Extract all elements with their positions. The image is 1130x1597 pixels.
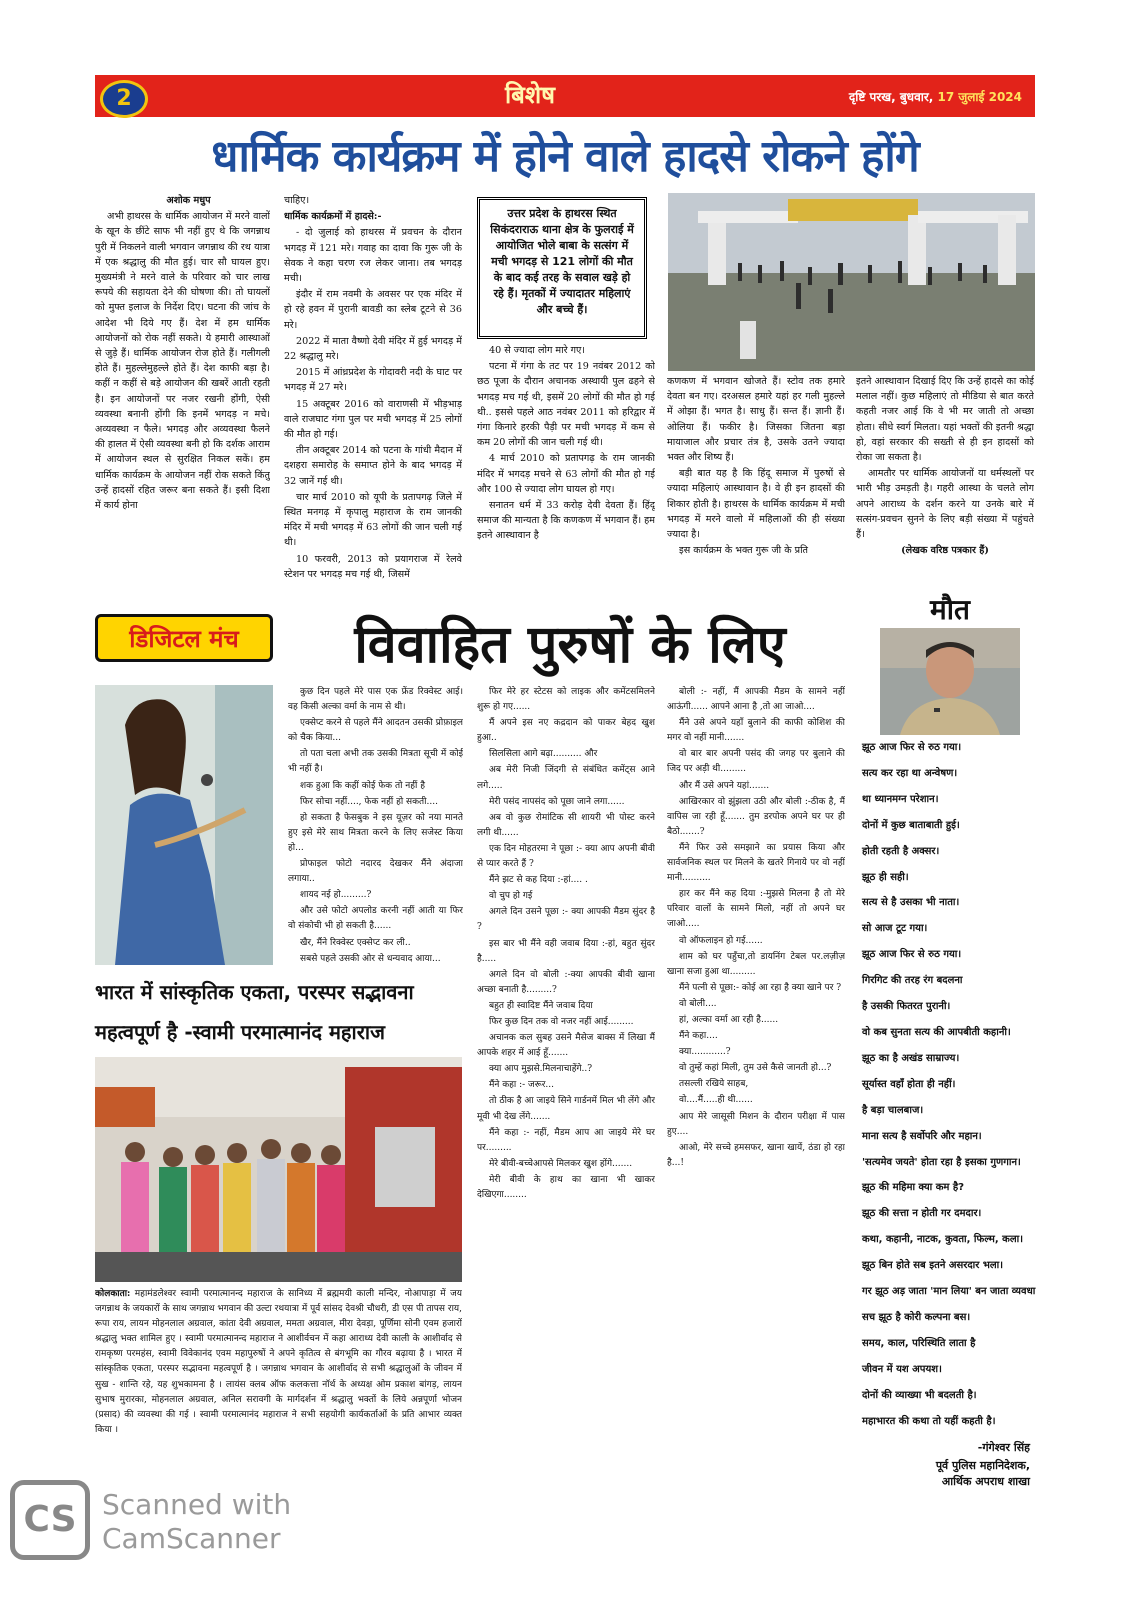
- poem-line: झूठ की सत्ता न होती गर दमदार।: [862, 1208, 982, 1220]
- digital-col3-line: वो बोली....: [679, 998, 717, 1009]
- digital-col2-line: मैंने झट से कह दिया :-हां.... .: [489, 875, 588, 886]
- digital-col3-line: आखिरकार वो झुंझला उठी और बोली :-ठीक है, मैं वापिस जा रही हूँ....... तुम डरपोक अपने घर पर ही बैठो.......?: [667, 796, 845, 837]
- lead-col2-para: चार मार्च 2010 को यूपी के प्रतापगढ़ जिले में स्थित मनगढ़ में कृपालु महाराज के राम जानकी मंदिर में मची भगदड़ में 63 लोगों की जान चली गई थी।: [284, 491, 462, 549]
- lead-col2-para: 2022 में माता वैष्णो देवी मंदिर में हुई भगदड़ में 22 श्रद्धालु मरे।: [284, 335, 462, 363]
- camscanner-line-2: CamScanner: [102, 1522, 281, 1555]
- poem-line: झूठ बिन होते सब इतने असरदार भला।: [862, 1260, 1004, 1272]
- digital-col2-line: अब मेरी निजी जिंदगी से संबंधित कमेंट्स आने लगे.....: [477, 765, 655, 791]
- digital-col3-line: मैंने कहा....: [679, 1031, 718, 1042]
- poem-line: दोनों की व्याख्या भी बदलती है।: [862, 1389, 977, 1401]
- digital-column-3: [667, 685, 845, 1210]
- lead-column-1: [95, 193, 270, 603]
- digital-col1-line: शायद नई हो.........?: [300, 890, 372, 901]
- digital-col1-line: कुछ दिन पहले मेरे पास एक फ्रेंड रिक्वेस्ट आई। वह किसी अल्का वर्मा के नाम से थी।: [288, 687, 463, 713]
- digital-col2-line: मैंने कहा :- नहीं, मैडम आप आ जाइये मेरे घर पर.........: [477, 1127, 655, 1153]
- lead-col3-para: पटना में गंगा के तट पर 19 नवंबर 2012 को छठ पूजा के दौरान अचानक अस्थायी पुल ढहने से भगदड़ मच गई थी, इसमें 20 लोगों की मौत हो गई थी.. इससे पहले आठ नवंबर 2011 को हरिद्वार में गंगा किनारे हरकी पैड़ी पर मची भगदड़ में कम से कम 20 लोगों की जान चली गई थी।: [477, 361, 655, 449]
- lead-col1-para: अभी हाथरस के धार्मिक आयोजन में मरने वालों के खून के छींटे साफ भी नहीं हुए थे कि जगन्नाथ पुरी में निकलने वाली भगवान जगन्नाथ की रथ यात्रा में एक श्रद्धालु की मौत हुई। चार सौ घायल हुए। मुख्यमंत्री ने मरने वाले के परिवार को चार लाख रूपये की सहायता देने की घोषणा की। तो घायलों को मुफ्त इलाज के निर्देश दिए। घटना की जांच के आदेश भी दिये गए हैं। देश में हम धार्मिक आयोजनों को रोक नहीं सकते। ये हमारी आस्थाओं से जुड़े हैं। धार्मिक आयोजन रोज होते हैं। गलीगली होते हैं। मुहल्लेमुहल्ले होते हैं। देश काफी बड़ा है। कहीं न कहीं से बड़े आयोजन की खबरें आती रहती है। इन आयोजनों पर नजर रखनी होंगी, ऐसी व्यवस्था बनानी होंगी कि इनमें भगदड़ न मचे। अव्यवस्था न फैले। भगदड़ और अव्यवस्था फैलने की हालत में ऐसी व्यवस्था बनी हो कि दर्शक आराम में आयोजन स्थल से सुरक्षित निकल सकें। हम धार्मिक कार्यक्रम के आयोजन नहीं रोक सकते किंतु उन्हें हादसों रहित जरूर बना सकते हैं। इसी दिशा में कार्य होना: [95, 211, 270, 512]
- digital-col1-line: प्रोफाइल फोटो नदारद देखकर मैंने अंदाजा लगाया..: [288, 859, 463, 885]
- digital-col2-line: क्या आप मुझसे.मिलनाचाहेंगे..?: [489, 1064, 593, 1075]
- dateline-prefix: दृष्टि परख, बुधवार,: [848, 90, 934, 104]
- digital-col1-line: हो सकता है फेसबुक ने इस यूज़र को नया मानते हुए इसे मेरे साथ मित्रता करने के लिए सजेस्ट किया हो...: [288, 812, 463, 853]
- poem-line: 'सत्यमेव जयते' होता रहा है इसका गुणगान।: [862, 1156, 1021, 1168]
- culture-story-headline: [95, 972, 465, 1052]
- digital-col3-line: हां, अल्का वर्मा आ रही है......: [679, 1014, 779, 1025]
- masthead-dateline: [849, 88, 1022, 105]
- digital-col2-line: सिलसिला आगे बढ़ा.......... और: [489, 749, 598, 760]
- digital-col2-line: वो चुप हो गई: [489, 891, 533, 902]
- poem-author-department: आर्थिक अपराध शाखा: [941, 1475, 1030, 1488]
- camscanner-logo: CS: [10, 1480, 90, 1560]
- culture-dateline: कोलकाता:: [95, 1289, 131, 1299]
- lead-col3-para: सनातन धर्म में 33 करोड़ देवी देवता हैं। हिंदू समाज की मान्यता है कि कणकण में भगवान हैं। हम इतने आस्थावान है: [477, 500, 655, 542]
- digital-col3-line: मैंने उसे अपने यहाँ बुलाने की काफी कोशिश की मगर वो नहीं मानी.......: [667, 718, 845, 744]
- digital-story-illustration: [95, 685, 273, 965]
- lead-col2-subhead: धार्मिक कार्यक्रमों में हादसे:-: [284, 211, 382, 223]
- digital-column-1: [288, 685, 463, 970]
- digital-col2-line: अब वो कुछ रोमांटिक सी शायरी भी पोस्ट करने लगी थी......: [477, 812, 655, 838]
- lead-byline: अशोक मधुप: [166, 195, 211, 206]
- lead-col3-para: 40 से ज्यादा लोग मारे गए।: [489, 345, 585, 356]
- poet-portrait-photo: [880, 628, 1020, 735]
- lead-col2-lead: चाहिए।: [284, 195, 310, 206]
- digital-col3-line: वो बार बार अपनी पसंद की जगह पर बुलाने की जिद पर अड़ी थी.........: [667, 749, 845, 775]
- dateline-date: 17 जुलाई 2024: [937, 90, 1022, 104]
- digital-col2-line: एक दिन मोहतरमा ने पूछा :- क्या आप अपनी बीवी से प्यार करते हैं ?: [477, 843, 655, 870]
- digital-col2-line: बहुत ही स्वादिष्ट मैंने जवाब दिया: [489, 1000, 593, 1011]
- digital-col3-line: और मैं उसे अपने यहां.......: [679, 780, 770, 791]
- poem-line: सच झूठ है कोरी कल्पना बस।: [862, 1311, 971, 1323]
- poem-line: झूठ का है अखंड साम्राज्य।: [862, 1052, 960, 1064]
- digital-col2-line: मेरे बीवी-बच्चेआपसे मिलकर खुश होंगे.......: [489, 1158, 633, 1169]
- digital-story-headline: विवाहित पुरुषों के लिए: [354, 615, 786, 675]
- poem-body: [862, 735, 1036, 1434]
- lead-author-note: (लेखक वरिष्ठ पत्रकार हैं): [901, 545, 989, 557]
- digital-col1-line: फिर सोचा नहीं...., फेक नहीं हो सकती....: [300, 796, 438, 807]
- digital-col3-line: वो तुम्हें कहां मिली, तुम उसे कैसे जानती हो...?: [679, 1063, 832, 1074]
- camscanner-line-1: Scanned with: [102, 1488, 292, 1521]
- digital-col2-line: तो ठीक है आ जाइये सिने गार्डनमें मिल भी लेंगे और मूवी भी देख लेंगे.......: [477, 1096, 655, 1122]
- digital-col3-line: तसल्ली रखिये साहब,: [679, 1079, 749, 1090]
- digital-col2-line: अगले दिन उसने पूछा :- क्या आपकी मैडम सुंदर है ?: [477, 907, 655, 933]
- digital-col3-line: हार कर मैंने कह दिया :-मुझसे मिलना है तो मेरे परिवार वालों के सामने मिलो, नहीं तो अपने घर जाओ.....: [667, 889, 845, 930]
- digital-col3-line: बोली :- नहीं, मैं आपकी मैडम के सामने नहीं आऊंगी...... आपने आना है ,तो आ जाओ....: [667, 687, 845, 713]
- poem-line: सूर्यास्त वहाँ होता ही नहीं।: [862, 1078, 956, 1090]
- hathras-stampede-photo: [668, 193, 1035, 371]
- digital-col1-line: सबसे पहले उसकी ओर से धन्यवाद आया...: [300, 953, 441, 964]
- digital-col3-line: वो....मैं.....ही थी......: [679, 1095, 753, 1106]
- lead-callout-box: उत्तर प्रदेश के हाथरस स्थित सिकंदराराऊ थाना क्षेत्र के फुलराई में आयोजित भोले बाबा के सत्संग में मची भगदड़ से 121 लोगों की मौत के बाद कई तरह के सवाल खड़े हो रहे हैं। मृतकों में ज्यादातर महिलाएं और बच्चे हैं।: [477, 197, 647, 339]
- digital-col2-line: फिर कुछ दिन तक वो नजर नहीं आई.........: [489, 1016, 634, 1027]
- poem-title: मौत: [930, 593, 970, 626]
- poem-line: गर झूठ अड़ जाता 'मान लिया' बन जाता व्यवधा: [862, 1286, 1036, 1298]
- lead-col5-para: इतने आस्थावान दिखाई दिए कि उन्हें हादसे का कोई मलाल नहीं। कुछ महिलाएं तो मीडिया से बात करते कहती नजर आई कि वे भी मर जाती तो अच्छा होता। सीधे स्वर्ग मिलता। यहां भक्तों की इतनी श्रद्धा हो, वहां सरकार की सख्ती से ही इन हादसों को रोका जा सकता है।: [856, 376, 1034, 464]
- lead-headline: धार्मिक कार्यक्रम में होने वाले हादसे रोकने होंगे: [211, 131, 919, 182]
- digital-col1-line: खैर, मैंने रिक्वेस्ट एक्सेप्ट कर ली..: [300, 937, 411, 948]
- poem-line: झूठ आज फिर से रुठ गया।: [862, 949, 962, 961]
- digital-col3-line: मैंने फिर उसे समझाने का प्रयास किया और सार्वजनिक स्थल पर मिलने के खतरे गिनाये पर वो नहीं मानी..........: [667, 842, 845, 884]
- lead-col2-para: तीन अक्टूबर 2014 को पटना के गांधी मैदान में दशहरा समारोह के समाप्त होने के बाद भगदड़ में 32 जानें गई थी।: [284, 445, 462, 487]
- page-number: 2: [100, 80, 148, 118]
- culture-story-body: [95, 1287, 462, 1492]
- digital-col1-line: शक हुआ कि कहीं कोई फेक तो नहीं है: [300, 780, 426, 791]
- digital-col2-line: मैं अपने इस नए कद्रदान को पाकर बेहद खुश हुआ..: [477, 718, 655, 744]
- digital-col3-line: क्या............?: [679, 1047, 731, 1058]
- poem-line: झूठ आज फिर से रुठ गया।: [862, 742, 962, 753]
- culture-headline-line-1: भारत में सांस्कृतिक एकता, परस्पर सद्भावना: [95, 980, 414, 1004]
- digital-col1-line: तो पता चला अभी तक उसकी मित्रता सूची में कोई भी नहीं है।: [288, 749, 463, 775]
- digital-col2-line: मैंने कहा :- जरूर...: [489, 1080, 554, 1091]
- poem-line: माना सत्य है सर्वोपरि और महान।: [862, 1130, 982, 1142]
- digital-col2-line: अचानक कल सुबह उसने मैसेज बाक्स में लिखा मैं आपके शहर में आई हूँ.......: [477, 1033, 655, 1059]
- lead-column-5: [856, 374, 1034, 574]
- poem-line: समय, काल, परिस्थिति लाता है: [862, 1337, 976, 1349]
- digital-col1-line: एक्सेप्ट करने से पहले मैंने आदतन उसकी प्रोफ़ाइल को चैक किया...: [288, 718, 463, 744]
- digital-col2-line: मेरी पसंद नापसंद को पूछा जाने लगा......: [489, 796, 625, 807]
- lead-col2-para: इंदौर में राम नवमी के अवसर पर एक मंदिर में हो रहे हवन में पुरानी बावडी का स्लेब टूटने से 36 मरे।: [284, 289, 462, 331]
- poem-line: सो आज टूट गया।: [862, 923, 928, 935]
- digital-col3-line: वो ऑफलाइन हो गई......: [679, 935, 763, 946]
- digital-col2-line: अगले दिन वो बोली :-क्या आपकी बीवी खाना अच्छा बनाती है.........?: [477, 969, 655, 995]
- digital-col3-line: आओ, मेरे सच्चे हमसफर, खाना खायें, ठंडा हो रहा है...!: [667, 1142, 845, 1168]
- poem-line: था ध्यानमग्न परेशान।: [862, 793, 939, 805]
- digital-manch-badge: डिजिटल मंच: [95, 614, 273, 662]
- culture-body-text: महामंडलेश्वर स्वामी परमात्मानन्द महाराज के सानिध्य में ब्रह्ममयी काली मन्दिर, नोआपाड़ा में जय जगन्नाथ के जयकारों के साथ जगन्नाथ भगवान की उल्टा रथयात्रा में पूर्व सांसद देवश्री चौधरी, डी एस पी तापस राय, रूपा राय, लायन मोहनलाल अग्रवाल, कांता देवी अग्रवाल, ममता अग्रवाल, मीरा देवड़ा, पूर्णिमा सोनी एवम हजारों श्रद्धालु भक्त शामिल हुए । स्वामी परमात्मानन्द महाराज ने आशीर्वचन में कहा आराध्य देवी काली के आशीर्वाद से रामकृष्ण परमहंस, स्वामी विवेकानंद एवम महापुरुषों ने अपने कृतित्व से बंगभूमि का गौरव बढ़ाया है । भारत में सांस्कृतिक एकता, परस्पर सद्भावना महत्वपूर्ण है । जगन्नाथ भगवान के आशीर्वाद से सभी श्रद्धालुओं के जीवन में सुख - शान्ति रहे, यह शुभकामना है । लायंस क्लब ऑफ कलकत्ता नॉर्थ के अध्यक्ष ओम प्रकाश बांगड़, लायन सुभाष मुरारका, मोहनलाल अग्रवाल, अनिल सरावगी के मार्गदर्शन में श्रद्धालु भक्तों के लिये अन्नपूर्णा भोजन (प्रसाद) की व्यवस्था की गई । स्वामी परमात्मानंद महाराज ने सभी सहयोगी कार्यकर्ताओं के प्रति आभार व्यक्त किया ।: [95, 1289, 462, 1435]
- poem-author-designation: पूर्व पुलिस महानिदेशक,: [935, 1459, 1030, 1472]
- poem-line: सत्य से है उसका भी नाता।: [862, 897, 960, 909]
- poem-line: महाभारत की कथा तो यहीं कहती है।: [862, 1415, 996, 1427]
- rath-yatra-photo: [95, 1057, 462, 1282]
- digital-col2-line: फिर मेरे हर स्टेटस को लाइक और कमेंटसमिलने शुरू हो गए......: [477, 687, 655, 713]
- poem-line: गिरगिट की तरह रंग बदलना: [862, 975, 963, 987]
- lead-col5-para: आमतौर पर धार्मिक आयोजनों या धर्मस्थलों पर भारी भीड़ उमड़ती है। गहरी आस्था के चलते लोग अपने आराध्य के दर्शन करने या उनके बारे में सत्संग-प्रवचन सुनने के लिए बड़ी संख्या में पहुंचते हैं।: [856, 468, 1034, 541]
- digital-col3-line: आप मेरे जासूसी मिशन के दौरान परीक्षा में पास हुए....: [667, 1111, 845, 1137]
- poem-line: कथा, कहानी, नाटक, कुवता, फिल्म, कला।: [862, 1234, 1023, 1246]
- digital-col2-line: इस बार भी मैंने वही जवाब दिया :-हां, बहुत सुंदर है.....: [477, 938, 655, 964]
- digital-column-2: [477, 685, 655, 1210]
- lead-col2-para: - दो जुलाई को हाथरस में प्रवचन के दौरान भगदड़ में 121 मरे। गवाह का दावा कि गुरू जी के सेवक ने कहा चरण रज लेकर जाना। तब भगदड़ मची।: [284, 227, 462, 285]
- lead-col2-para: 10 फरवरी, 2013 को प्रयागराज में रेलवे स्टेशन पर भगदड़ मच गई थी, जिसमें: [284, 553, 462, 580]
- digital-col1-line: और उसे फोटो अपलोड करनी नहीं आती या फिर वो संकोची भी हो सकती है......: [288, 906, 463, 932]
- lead-col4-para: कणकण में भगवान खोजते हैं। स्टोव तक हमारे देवता बन गए। दरअसल हमारे यहां हर गली मुहल्ले में ओझा हैं। भगत है। साधु हैं। सन्त हैं। ज्ञानी हैं। ओलिया हैं। फकीर है। जिसका जितना बड़ा मायाजाल और प्रचार तंत्र है, उसके उतने ज्यादा भक्त और शिष्य हैं।: [667, 376, 845, 464]
- poem-line: वो कब सुनता सत्य की आपबीती कहानी।: [862, 1026, 1011, 1038]
- poem-author: -गंगेश्वर सिंह: [977, 1441, 1030, 1454]
- digital-col3-line: शाम को घर पहुँचा,तो डायनिंग टेबल पर.लज़ीज़ खाना सजा हुआ था.........: [667, 951, 845, 977]
- digital-col2-line: मेरी बीवी के हाथ का खाना भी खाकर देखिएगा........: [477, 1174, 655, 1200]
- poem-line: झूठ ही सही।: [862, 871, 909, 883]
- section-title: बिशेष: [504, 81, 556, 109]
- poem-line: होती रहती है अक्सर।: [862, 845, 940, 857]
- culture-headline-line-2: महत्वपूर्ण है -स्वामी परमात्मानंद महाराज: [95, 1020, 385, 1044]
- poem-line: जीवन में यश अपयश।: [862, 1363, 942, 1375]
- poem-line: दोनों में कुछ बाताबाती हुई।: [862, 819, 960, 831]
- lead-col2-para: 2015 में आंध्रप्रदेश के गोदावरी नदी के घाट पर भगदड़ में 27 मरे।: [284, 367, 462, 394]
- camscanner-text: [102, 1488, 291, 1556]
- poem-line: है बड़ा चालबाज।: [862, 1104, 924, 1116]
- lead-column-3: [477, 343, 655, 605]
- lead-col4-para: बड़ी बात यह है कि हिंदू समाज में पुरुषों से ज्यादा महिलाएं आस्थावान है। वे ही इन हादसों की शिकार होती है। हाथरस के धार्मिक कार्यक्रम में मची भगदड़ में मरने वालो में महिलाओं की ही संख्या ज्यादा है।: [667, 468, 845, 541]
- poem-line: सत्य कर रहा था अन्वेषण।: [862, 767, 958, 779]
- lead-col2-para: 15 अक्टूबर 2016 को वाराणसी में भीड़भाड़ वाले राजघाट गंगा पुल पर मची भगदड़ में 25 लोगों की मौत हो गई।: [284, 398, 462, 441]
- lead-col4-para: इस कार्यक्रम के भक्त गुरू जी के प्रति: [679, 545, 809, 557]
- digital-col3-line: मैंने पत्नी से पूछा:- कोई आ रहा है क्या खाने पर ?: [679, 982, 842, 993]
- poem-line: है उसकी फितरत पुरानी।: [862, 1001, 951, 1013]
- poem-line: झूठ की महिमा क्या कम है?: [862, 1182, 965, 1194]
- lead-column-4: [667, 374, 845, 606]
- lead-col3-para: 4 मार्च 2010 को प्रतापगढ़ के राम जानकी मंदिर में भगदड़ मचने से 63 लोगों की मौत हो गई और 100 से ज्यादा लोग घायल हो गए।: [477, 453, 655, 495]
- lead-column-2: [284, 193, 462, 603]
